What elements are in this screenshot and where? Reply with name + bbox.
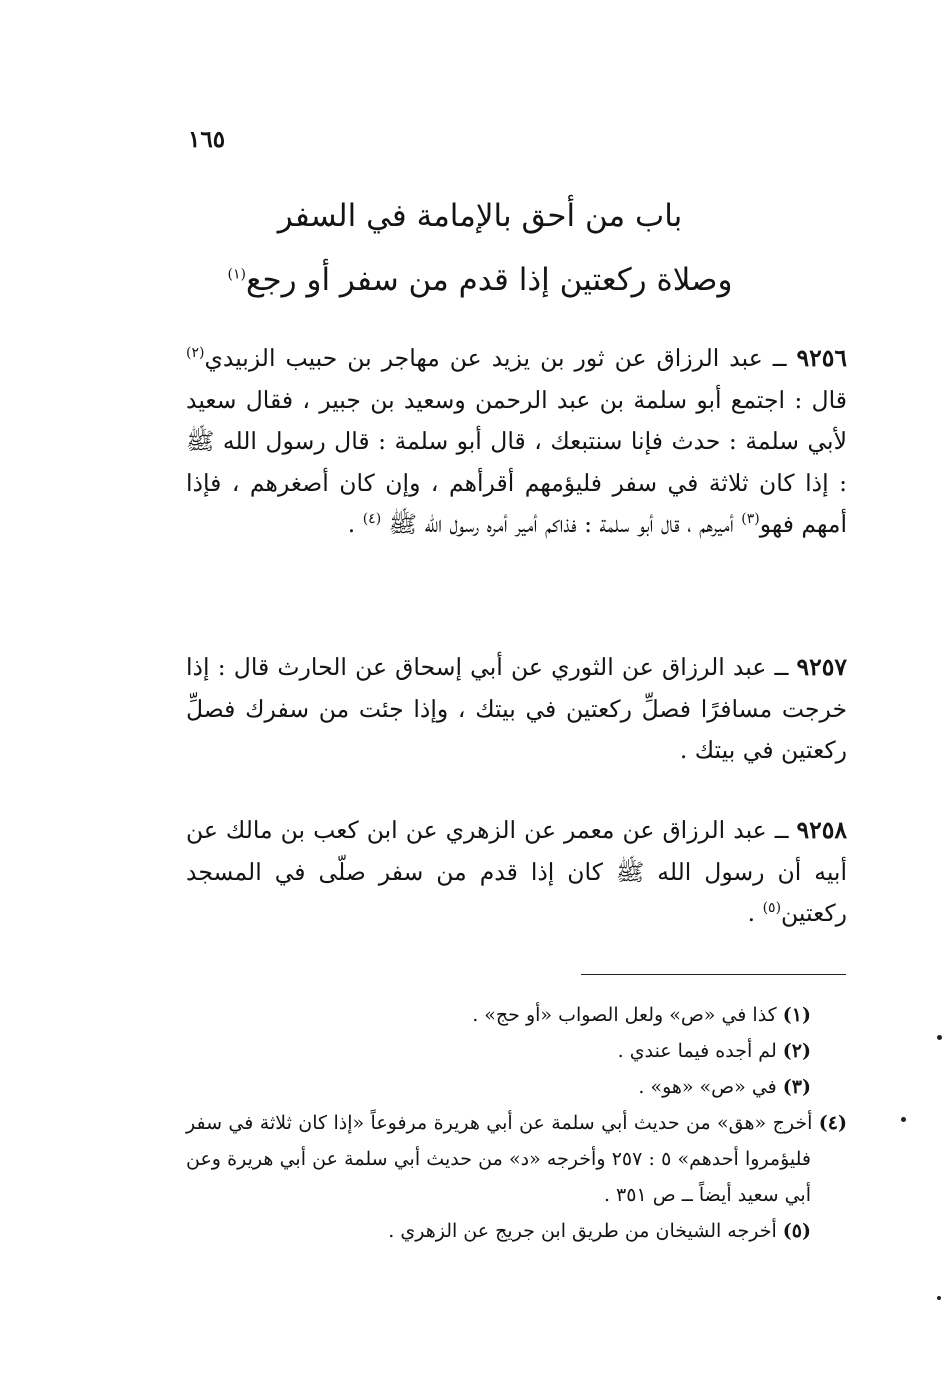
footnote-ref: (٤) xyxy=(362,511,382,528)
hadith-text: قال : اجتمع أبو سلمة بن عبد الرحمن وسعيد بن جبير ، فقال سعيد لأبي سلمة : حدث فإنا سنتبعك ، قال أبو سلمة : قال رسول الله ﷺ : إذا كان ثلاثة في سفر فليؤمهم أقرأهم ، وإن كان أصغرهم ، فإذا أمهم فهو xyxy=(186,385,847,538)
scan-speck xyxy=(937,1035,942,1040)
hadith-text: أميرهم ، قال أبو سلمة : فذاكم أمير أمره رسول الله ﷺ xyxy=(388,510,742,538)
hadith-text: . xyxy=(747,899,763,927)
footnote-item xyxy=(186,997,847,1033)
hadith-number: ٩٢٥٧ xyxy=(796,653,847,681)
chapter-title xyxy=(150,198,810,235)
footnote-separator xyxy=(581,974,846,975)
hadith-text: ــ عبد الرزاق عن الثوري عن أبي إسحاق عن الحارث قال : إذا خرجت مسافرًا فصلِّ ركعتين في بيتك ، وإذا جئت من سفرك فصلِّ ركعتين في بيتك . xyxy=(186,653,847,764)
scan-speck xyxy=(937,1296,941,1300)
footnote-item xyxy=(186,1069,847,1105)
hadith-text: ــ عبد الرزاق عن معمر عن الزهري عن ابن كعب بن مالك عن أبيه أن رسول الله ﷺ كان إذا قدم من سفر صلّى في المسجد ركعتين xyxy=(186,816,847,927)
hadith-paragraph xyxy=(186,338,847,546)
footnote-text: أخرج «هق» من حديث أبي سلمة عن أبي هريرة مرفوعاً «إذا كان ثلاثة في سفر فليؤمروا أحدهم» ٥ : ٢٥٧ وأخرجه «د» من حديث أبي سلمة عن أبي هريرة وعن أبي سعيد أيضاً ــ ص ٣٥١ . xyxy=(186,1112,819,1206)
hadith-text: . xyxy=(347,510,363,538)
hadith-number: ٩٢٥٨ xyxy=(796,816,847,844)
footnote-text: في «ص» «هو» . xyxy=(638,1076,783,1098)
footnote-item xyxy=(186,1033,847,1069)
footnote-number: (٢) xyxy=(782,1040,811,1062)
footnote-number: (٤) xyxy=(818,1112,847,1134)
footnote-item xyxy=(186,1105,847,1213)
footnote-text: كذا في «ص» ولعل الصواب «أو حج» . xyxy=(472,1004,783,1026)
footnote-ref: (١) xyxy=(227,266,246,283)
chapter-title-line2: وصلاة ركعتين إذا قدم من سفر أو رجع xyxy=(245,262,733,298)
scan-speck xyxy=(901,1117,906,1122)
footnote-text: أخرجه الشيخان من طريق ابن جريج عن الزهري . xyxy=(388,1220,783,1242)
hadith-text: ــ عبد الرزاق عن ثور بن يزيد عن مهاجر بن حبيب الزبيدي xyxy=(204,344,797,372)
hadith-number: ٩٢٥٦ xyxy=(796,344,847,372)
footnote-number: (٥) xyxy=(782,1220,811,1242)
footnote-number: (٣) xyxy=(782,1076,811,1098)
footnote-ref: (٢) xyxy=(186,345,205,362)
footnote-item xyxy=(186,1213,847,1249)
footnote-ref: (٥) xyxy=(762,900,782,917)
chapter-subtitle xyxy=(150,262,810,299)
chapter-title-line1: باب من أحق بالإمامة في السفر xyxy=(277,198,683,234)
footnote-number: (١) xyxy=(782,1004,811,1026)
page-number: ١٦٥ xyxy=(188,126,226,153)
hadith-paragraph xyxy=(186,810,847,935)
footnote-text: لم أجده فيما عندي . xyxy=(617,1040,783,1062)
hadith-paragraph xyxy=(186,647,847,772)
footnote-ref: (٣) xyxy=(741,511,760,528)
footnotes xyxy=(186,997,847,1249)
